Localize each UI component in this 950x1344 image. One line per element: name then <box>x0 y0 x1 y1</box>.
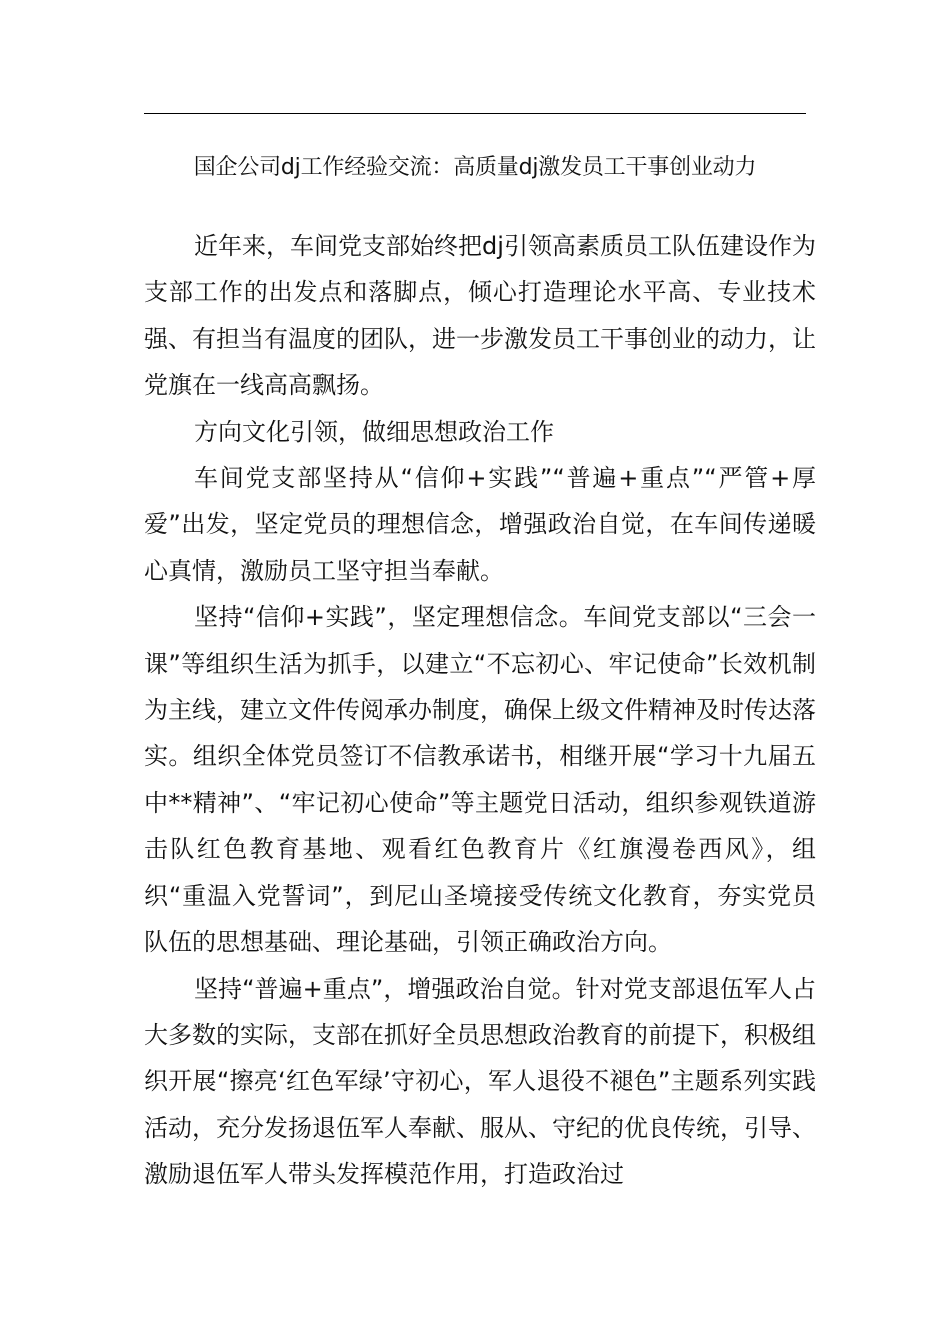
header-rule <box>144 113 806 114</box>
paragraph-intro: 近年来，车间党支部始终把dj引领高素质员工队伍建设作为支部工作的出发点和落脚点，倾心打造理论水平高、专业技术强、有担当有温度的团队，进一步激发员工干事创业的动力，让党旗在一线高高飘扬。 <box>144 232 816 400</box>
document-title: 国企公司dj工作经验交流：高质量dj激发员工干事创业动力 <box>193 155 757 180</box>
paragraph-overview: 车间党支部坚持从“信仰+实践”“普遍+重点”“严管+厚爱”出发，坚定党员的理想信念，增强政治自觉，在车间传递暖心真情，激励员工坚守担当奉献。 <box>144 464 816 585</box>
section-heading: 方向文化引领，做细思想政治工作 <box>194 417 554 446</box>
document-body <box>144 223 816 1198</box>
paragraph-faith-practice: 坚持“信仰+实践”，坚定理想信念。车间党支部以“三会一课”等组织生活为抓手，以建立“不忘初心、牢记使命”长效机制为主线，建立文件传阅承办制度，确保上级文件精神及时传达落实。组织全体党员签订不信教承诺书，相继开展“学习十九届五中**精神”、“牢记初心使命”等主题党日活动，组织参观铁道游击队红色教育基地、观看红色教育片《红旗漫卷西风》，组织“重温入党誓词”，到尼山圣境接受传统文化教育，夯实党员队伍的思想基础、理论基础，引领正确政治方向。 <box>144 603 816 957</box>
paragraph-general-key: 坚持“普遍+重点”，增强政治自觉。针对党支部退伍军人占大多数的实际，支部在抓好全员思想政治教育的前提下，积极组织开展“擦亮‘红色军绿’守初心，军人退役不褪色”主题系列实践活动，充分发扬退伍军人奉献、服从、守纪的优良传统，引导、激励退伍军人带头发挥模范作用，打造政治过 <box>144 974 816 1189</box>
